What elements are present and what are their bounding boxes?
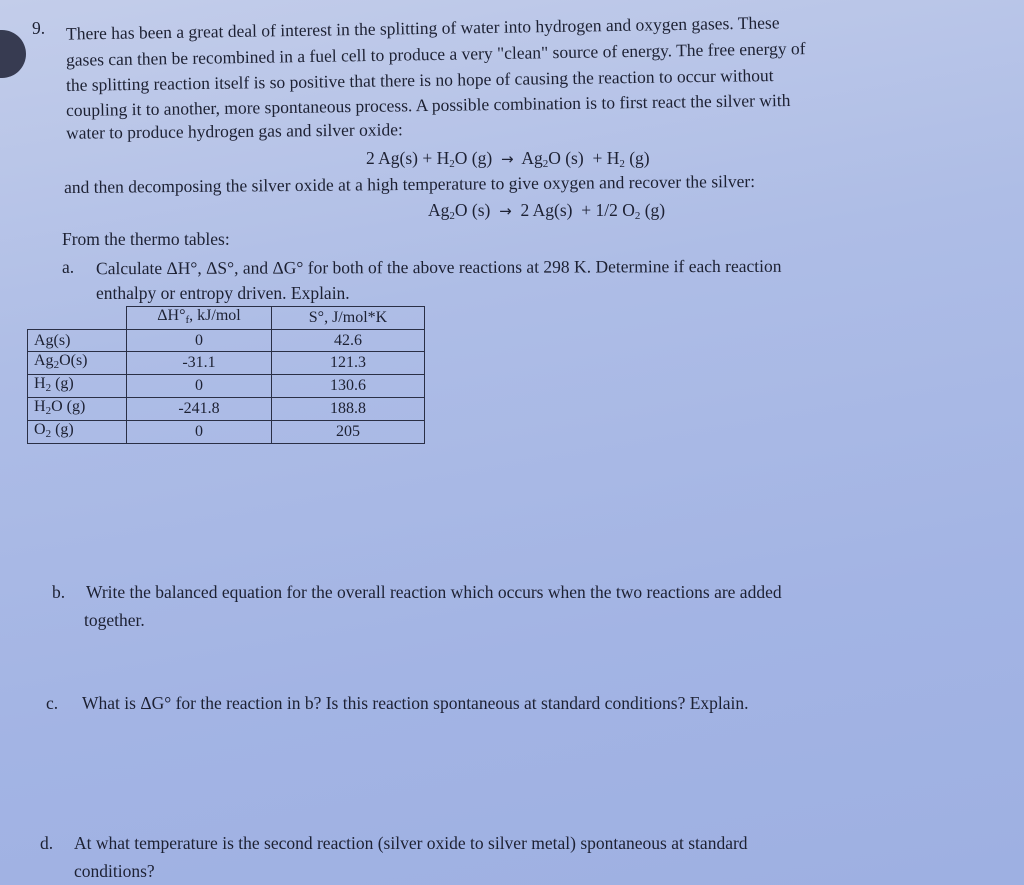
table-header-enthalpy: $\Delta H^\circ_f$, kJ/mol — [127, 307, 272, 330]
question-number: 9. — [32, 18, 46, 38]
reaction-arrow-icon: → — [499, 202, 512, 220]
enthalpy-cell: 0 — [127, 421, 272, 444]
reaction-1-reactant-ag: 2 Ag(s) — [366, 148, 419, 168]
reaction-1 — [366, 148, 650, 174]
intro-line-4: coupling it to another, more spontaneous process. A possible combination is to first react the silver with — [65, 89, 791, 121]
subscript-2: 2 — [634, 210, 641, 222]
reaction-2-product-ag: 2 Ag(s) — [520, 200, 573, 220]
table-row — [28, 330, 425, 352]
reaction-2-product-o2: + 1/2 $O_2$ (g) — [581, 200, 666, 222]
intro-line-3: the splitting reaction itself is so positive that there is no hope of causing the reaction to occur without — [65, 65, 774, 95]
species-cell: $H_2O$ (g) — [28, 398, 127, 421]
subscript-2: 2 — [449, 158, 455, 170]
tables-intro: From the thermo tables: — [62, 229, 230, 249]
transition-text: and then decomposing the silver oxide at a high temperature to give oxygen and recover the silver: — [63, 170, 756, 198]
reaction-1-product-h2: + $H_2$ (g) — [592, 148, 650, 170]
table-row — [28, 398, 425, 421]
species-cell: Ag(s) — [28, 330, 127, 352]
intro-line-1: There has been a great deal of interest in the splitting of water into hydrogen and oxygen gases. These — [65, 12, 780, 44]
page-edge-shadow — [0, 30, 26, 78]
enthalpy-cell: -241.8 — [127, 398, 272, 421]
enthalpy-cell: 0 — [127, 375, 272, 398]
entropy-cell: 121.3 — [272, 352, 425, 375]
reaction-2-reactant-ag2o: $Ag_2O$ (s) — [428, 200, 491, 222]
part-c-label: c. — [46, 693, 59, 713]
enthalpy-cell: 0 — [127, 330, 272, 352]
reaction-arrow-icon: → — [500, 150, 514, 168]
part-b-text-1: Write the balanced equation for the overall reaction which occurs when the two reactions are added — [86, 582, 782, 602]
entropy-cell: 130.6 — [272, 375, 425, 398]
part-a-text-2: enthalpy or entropy driven. Explain. — [96, 283, 350, 303]
table-header-row — [28, 307, 425, 330]
part-b-label: b. — [52, 582, 66, 602]
entropy-cell: 188.8 — [272, 398, 425, 421]
reaction-1-product-ag2o: $Ag_2O$ (s) — [521, 148, 584, 170]
subscript-2: 2 — [449, 210, 455, 222]
reaction-2 — [428, 200, 665, 226]
table-header-blank — [28, 307, 127, 330]
species-cell: $Ag_2O(s)$ — [28, 352, 127, 375]
part-d-text-1: At what temperature is the second reaction (silver oxide to silver metal) spontaneous at standard — [74, 833, 748, 853]
reaction-1-reactant-h2o: + $H_2O$ (g) — [422, 148, 493, 170]
subscript-2: 2 — [619, 158, 625, 170]
part-d-text-2: conditions? — [74, 861, 155, 881]
part-c-text-1: What is ΔG° for the reaction in b? Is this reaction spontaneous at standard conditions? Explain. — [82, 693, 749, 713]
table-row — [28, 375, 425, 398]
table-row — [28, 421, 425, 444]
part-a-text-1: Calculate ΔH°, ΔS°, and ΔG° for both of the above reactions at 298 K. Determine if each reaction — [95, 255, 782, 279]
part-a-label: a. — [62, 257, 75, 277]
part-b-text-2: together. — [84, 610, 145, 630]
table-row — [28, 352, 425, 375]
part-d-label: d. — [40, 833, 54, 853]
enthalpy-cell: -31.1 — [127, 352, 272, 375]
species-cell: $O_2$ (g) — [28, 421, 127, 444]
intro-line-5: water to produce hydrogen gas and silver oxide: — [65, 119, 403, 143]
thermo-table — [27, 306, 425, 444]
entropy-cell: 205 — [272, 421, 425, 444]
intro-line-2: gases can then be recombined in a fuel cell to produce a very "clean" source of energy. The free energy of — [65, 38, 806, 70]
species-cell: $H_2$ (g) — [28, 375, 127, 398]
table-header-entropy: S°, J/mol*K — [272, 307, 425, 330]
subscript-2: 2 — [542, 158, 549, 170]
entropy-cell: 42.6 — [272, 330, 425, 352]
